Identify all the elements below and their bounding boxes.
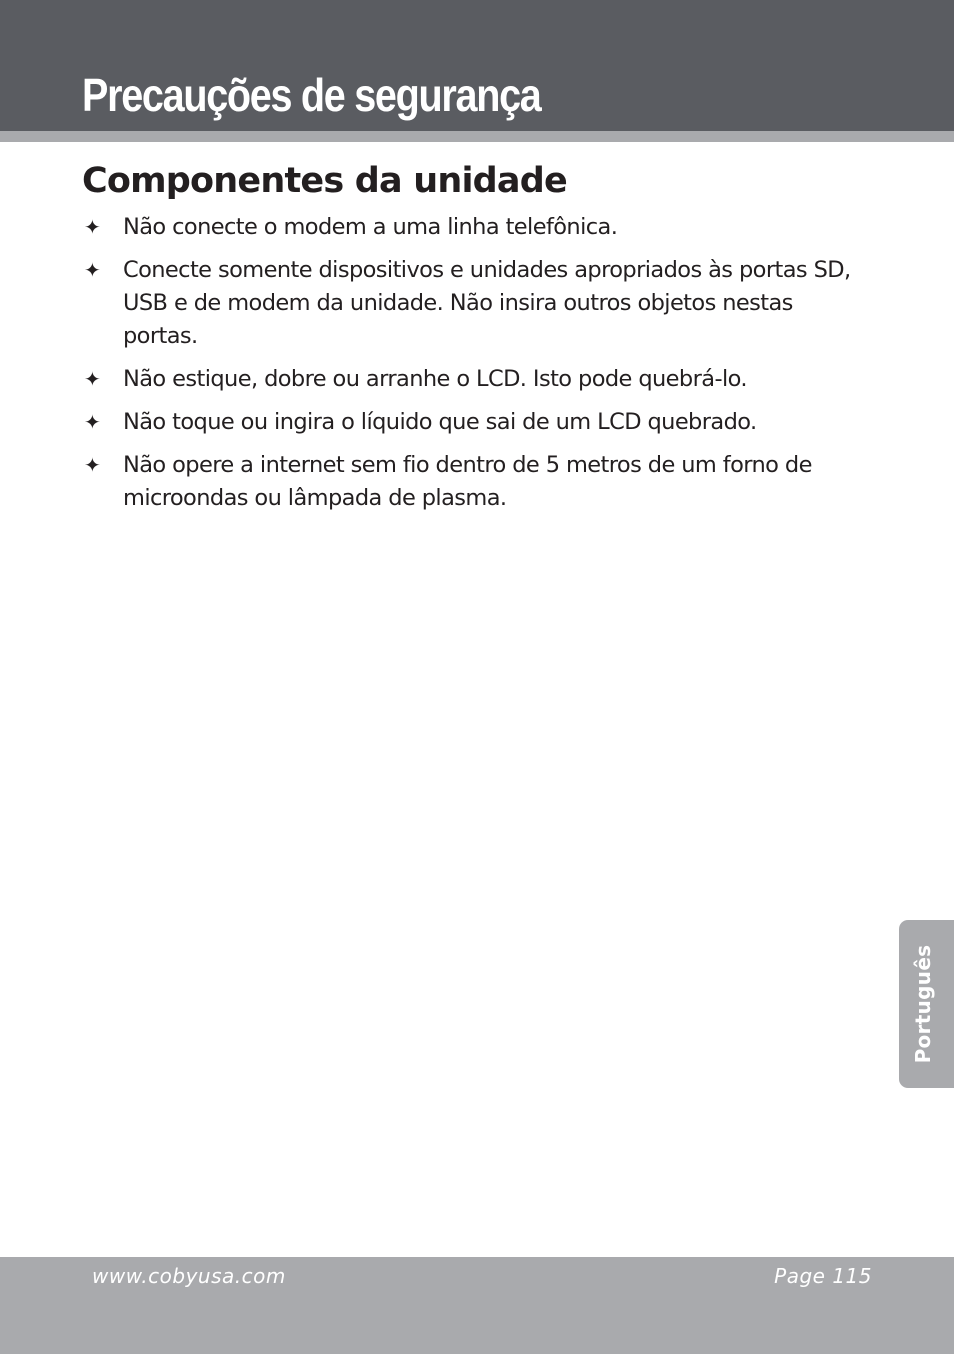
list-item — [82, 406, 872, 439]
language-tab-label: Português — [911, 944, 935, 1064]
header-rule — [0, 131, 954, 142]
language-tab — [899, 920, 954, 1088]
list-item — [82, 254, 872, 353]
list-item-text: Não estique, dobre ou arranhe o LCD. Isto pode quebrá-lo. — [123, 366, 747, 392]
page-number: Page 115 — [774, 1264, 872, 1288]
list-item — [82, 211, 872, 244]
section-heading: Componentes da unidade — [82, 161, 567, 201]
page-title: Precauções de segurança — [82, 69, 541, 121]
four-point-star-icon: ✦ — [84, 215, 101, 239]
list-item — [82, 449, 872, 515]
footer-url: www.cobyusa.com — [92, 1264, 286, 1288]
list-item-text: Não conecte o modem a uma linha telefônica. — [123, 214, 618, 240]
four-point-star-icon: ✦ — [84, 258, 101, 282]
list-item-text: Não opere a internet sem fio dentro de 5 metros de um forno de microondas ou lâmpada de plasma. — [123, 452, 812, 511]
list-item-text: Não toque ou ingira o líquido que sai de um LCD quebrado. — [123, 409, 757, 435]
four-point-star-icon: ✦ — [84, 410, 101, 434]
four-point-star-icon: ✦ — [84, 367, 101, 391]
bullet-list — [82, 211, 872, 525]
four-point-star-icon: ✦ — [84, 453, 101, 477]
list-item-text: Conecte somente dispositivos e unidades apropriados às portas SD, USB e de modem da unidade. Não insira outros objetos nestas portas. — [123, 257, 851, 349]
list-item — [82, 363, 872, 396]
